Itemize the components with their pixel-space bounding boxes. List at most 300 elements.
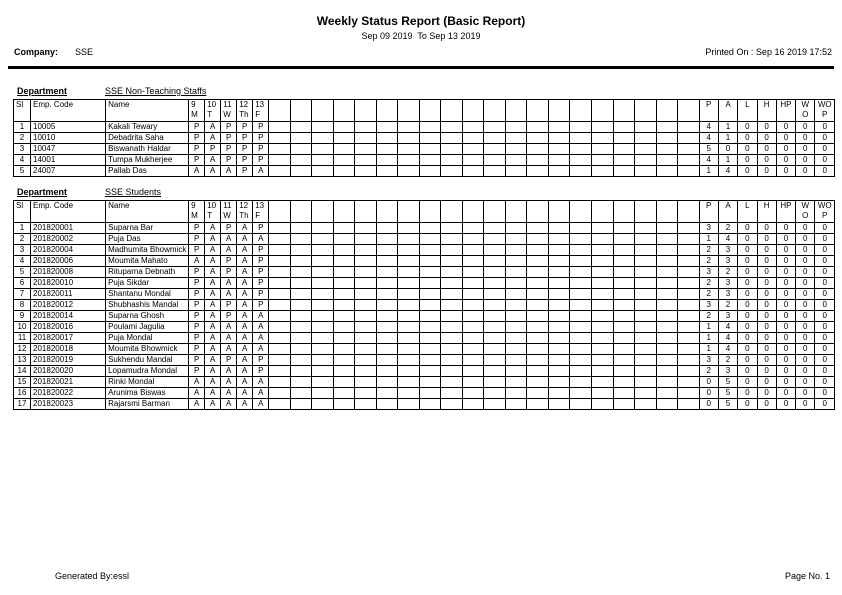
summary-count-cell: 0: [757, 155, 776, 166]
empty-day-cell: [570, 256, 592, 267]
summary-header-line2: P: [822, 110, 828, 119]
day-status-cell: P: [189, 366, 205, 377]
empty-day-cell: [570, 311, 592, 322]
empty-day-cell: [635, 377, 657, 388]
name-cell: Biswanath Haldar: [106, 144, 189, 155]
empty-day-cell: [613, 322, 635, 333]
empty-day-cell: [355, 289, 377, 300]
summary-count-cell: 0: [815, 278, 835, 289]
employee-row: [14, 322, 835, 333]
empty-day-cell: [613, 166, 635, 177]
day-status-cell: A: [253, 388, 269, 399]
empty-day-cell: [548, 311, 570, 322]
empty-day-cell: [419, 333, 441, 344]
summary-count-cell: 0: [815, 267, 835, 278]
employee-row: [14, 223, 835, 234]
empty-day-cell: [505, 278, 527, 289]
day-status-cell: A: [237, 278, 253, 289]
col-header-empty-day: [333, 100, 355, 122]
empty-day-cell: [419, 234, 441, 245]
empty-day-cell: [441, 344, 463, 355]
empty-day-cell: [570, 245, 592, 256]
empty-day-cell: [613, 399, 635, 410]
name-cell: Rajarsmi Barman: [106, 399, 189, 410]
col-header-empty-day: [398, 201, 420, 223]
day-status-cell: P: [237, 155, 253, 166]
empty-day-cell: [613, 256, 635, 267]
day-status-cell: A: [221, 245, 237, 256]
col-header-name: Name: [106, 100, 189, 122]
summary-count-cell: 0: [815, 122, 835, 133]
summary-count-cell: 2: [699, 256, 718, 267]
summary-count-cell: 0: [776, 223, 795, 234]
empty-day-cell: [527, 122, 549, 133]
day-header-line2: F: [255, 110, 261, 119]
empty-day-cell: [462, 333, 484, 344]
col-header-empty-day: [376, 100, 398, 122]
empty-day-cell: [376, 289, 398, 300]
empty-day-cell: [290, 166, 312, 177]
empty-day-cell: [484, 256, 506, 267]
day-status-cell: P: [189, 155, 205, 166]
day-status-cell: P: [221, 300, 237, 311]
empty-day-cell: [419, 322, 441, 333]
day-status-cell: P: [221, 155, 237, 166]
day-status-cell: P: [221, 223, 237, 234]
col-header-day: [237, 100, 253, 122]
empty-day-cell: [376, 155, 398, 166]
summary-count-cell: 0: [738, 388, 757, 399]
summary-count-cell: 3: [718, 289, 737, 300]
day-status-cell: P: [221, 133, 237, 144]
empty-day-cell: [441, 256, 463, 267]
empty-day-cell: [290, 278, 312, 289]
emp-code-cell: 10047: [31, 144, 106, 155]
empty-day-cell: [527, 377, 549, 388]
employee-row: [14, 155, 835, 166]
day-header-line2: Th: [239, 211, 249, 220]
empty-day-cell: [462, 322, 484, 333]
summary-count-cell: 0: [738, 300, 757, 311]
empty-day-cell: [484, 166, 506, 177]
summary-header-line1: H: [763, 100, 770, 109]
empty-day-cell: [290, 289, 312, 300]
summary-count-cell: 0: [796, 322, 815, 333]
col-header-empty-day: [312, 201, 334, 223]
summary-count-cell: 5: [718, 399, 737, 410]
empty-day-cell: [505, 144, 527, 155]
empty-day-cell: [656, 278, 678, 289]
empty-day-cell: [462, 366, 484, 377]
emp-code-cell: 201820020: [31, 366, 106, 377]
empty-day-cell: [269, 322, 291, 333]
empty-day-cell: [656, 223, 678, 234]
summary-count-cell: 1: [699, 322, 718, 333]
empty-day-cell: [355, 223, 377, 234]
sl-cell: 14: [14, 366, 31, 377]
empty-day-cell: [398, 144, 420, 155]
empty-day-cell: [290, 155, 312, 166]
summary-count-cell: 0: [757, 377, 776, 388]
sl-cell: 3: [14, 245, 31, 256]
empty-day-cell: [419, 344, 441, 355]
day-status-cell: A: [253, 333, 269, 344]
name-cell: Shubhashis Mandal: [106, 300, 189, 311]
summary-count-cell: 1: [718, 122, 737, 133]
day-status-cell: P: [253, 366, 269, 377]
empty-day-cell: [269, 234, 291, 245]
empty-day-cell: [333, 223, 355, 234]
department-label: Department: [17, 86, 68, 96]
empty-day-cell: [548, 223, 570, 234]
empty-day-cell: [419, 256, 441, 267]
company-info: [14, 47, 93, 58]
empty-day-cell: [398, 355, 420, 366]
summary-count-cell: 0: [738, 399, 757, 410]
employee-row: [14, 234, 835, 245]
name-cell: Kakali Tewary: [106, 122, 189, 133]
sl-cell: 16: [14, 388, 31, 399]
empty-day-cell: [635, 355, 657, 366]
empty-day-cell: [527, 267, 549, 278]
summary-count-cell: 1: [699, 344, 718, 355]
empty-day-cell: [678, 333, 700, 344]
empty-day-cell: [548, 399, 570, 410]
empty-day-cell: [355, 155, 377, 166]
summary-count-cell: 0: [776, 267, 795, 278]
report-title: Weekly Status Report (Basic Report): [316, 14, 526, 28]
empty-day-cell: [656, 311, 678, 322]
day-status-cell: P: [189, 267, 205, 278]
empty-day-cell: [290, 267, 312, 278]
summary-count-cell: 3: [718, 311, 737, 322]
name-cell: Shantanu Mondal: [106, 289, 189, 300]
col-header-empty-day: [290, 201, 312, 223]
col-header-summary: [776, 201, 795, 223]
summary-count-cell: 0: [776, 377, 795, 388]
empty-day-cell: [333, 289, 355, 300]
summary-count-cell: 3: [718, 245, 737, 256]
col-header-day: [189, 201, 205, 223]
empty-day-cell: [484, 223, 506, 234]
empty-day-cell: [548, 122, 570, 133]
day-header-line1: 9: [191, 201, 196, 210]
empty-day-cell: [398, 122, 420, 133]
sl-cell: 17: [14, 399, 31, 410]
empty-day-cell: [591, 278, 613, 289]
summary-header-line2: [758, 211, 776, 221]
empty-day-cell: [398, 289, 420, 300]
header-divider: [8, 66, 834, 69]
empty-day-cell: [398, 267, 420, 278]
empty-day-cell: [505, 344, 527, 355]
summary-count-cell: 0: [738, 289, 757, 300]
col-header-empty-day: [419, 201, 441, 223]
empty-day-cell: [570, 344, 592, 355]
empty-day-cell: [269, 122, 291, 133]
summary-count-cell: 4: [699, 122, 718, 133]
empty-day-cell: [355, 144, 377, 155]
empty-day-cell: [613, 355, 635, 366]
col-header-sl: Sl: [14, 201, 31, 223]
day-status-cell: A: [205, 311, 221, 322]
day-status-cell: A: [205, 377, 221, 388]
summary-count-cell: 0: [757, 234, 776, 245]
name-cell: Puja Das: [106, 234, 189, 245]
summary-count-cell: 0: [757, 333, 776, 344]
empty-day-cell: [376, 166, 398, 177]
empty-day-cell: [570, 355, 592, 366]
empty-day-cell: [678, 223, 700, 234]
day-status-cell: A: [237, 366, 253, 377]
sl-cell: 4: [14, 256, 31, 267]
empty-day-cell: [312, 333, 334, 344]
day-status-cell: P: [221, 144, 237, 155]
empty-day-cell: [505, 289, 527, 300]
day-status-cell: P: [189, 289, 205, 300]
col-header-name: Name: [106, 201, 189, 223]
summary-header-line1: L: [745, 100, 750, 109]
empty-day-cell: [527, 166, 549, 177]
day-status-cell: P: [189, 223, 205, 234]
empty-day-cell: [678, 377, 700, 388]
name-cell: Sukhendu Mandal: [106, 355, 189, 366]
empty-day-cell: [419, 399, 441, 410]
empty-day-cell: [678, 245, 700, 256]
empty-day-cell: [613, 366, 635, 377]
summary-count-cell: 0: [757, 223, 776, 234]
empty-day-cell: [656, 300, 678, 311]
summary-count-cell: 0: [699, 399, 718, 410]
sl-cell: 15: [14, 377, 31, 388]
empty-day-cell: [484, 322, 506, 333]
empty-day-cell: [635, 311, 657, 322]
day-status-cell: A: [237, 399, 253, 410]
empty-day-cell: [398, 234, 420, 245]
empty-day-cell: [678, 289, 700, 300]
empty-day-cell: [441, 234, 463, 245]
empty-day-cell: [678, 133, 700, 144]
empty-day-cell: [635, 300, 657, 311]
summary-count-cell: 0: [796, 333, 815, 344]
col-header-summary: [757, 201, 776, 223]
empty-day-cell: [333, 144, 355, 155]
day-status-cell: P: [253, 245, 269, 256]
empty-day-cell: [613, 278, 635, 289]
col-header-empty-day: [333, 201, 355, 223]
day-status-cell: P: [189, 322, 205, 333]
day-status-cell: A: [237, 245, 253, 256]
day-status-cell: A: [205, 344, 221, 355]
summary-count-cell: 2: [718, 223, 737, 234]
summary-count-cell: 3: [718, 278, 737, 289]
empty-day-cell: [613, 344, 635, 355]
empty-day-cell: [269, 333, 291, 344]
empty-day-cell: [419, 144, 441, 155]
day-status-cell: A: [205, 223, 221, 234]
summary-count-cell: 0: [796, 155, 815, 166]
col-header-empty-day: [656, 100, 678, 122]
summary-count-cell: 4: [718, 166, 737, 177]
empty-day-cell: [398, 256, 420, 267]
col-header-empty-day: [678, 201, 700, 223]
empty-day-cell: [678, 388, 700, 399]
empty-day-cell: [312, 278, 334, 289]
day-status-cell: P: [253, 155, 269, 166]
empty-day-cell: [355, 245, 377, 256]
empty-day-cell: [376, 267, 398, 278]
summary-count-cell: 0: [757, 322, 776, 333]
emp-code-cell: 201820019: [31, 355, 106, 366]
empty-day-cell: [269, 155, 291, 166]
empty-day-cell: [635, 256, 657, 267]
empty-day-cell: [548, 355, 570, 366]
empty-day-cell: [505, 256, 527, 267]
day-status-cell: A: [253, 344, 269, 355]
day-status-cell: A: [237, 300, 253, 311]
summary-header-line2: O: [802, 211, 809, 220]
day-status-cell: A: [221, 344, 237, 355]
empty-day-cell: [635, 122, 657, 133]
empty-day-cell: [419, 223, 441, 234]
empty-day-cell: [570, 289, 592, 300]
empty-day-cell: [591, 388, 613, 399]
empty-day-cell: [441, 245, 463, 256]
col-header-empty-day: [527, 100, 549, 122]
summary-count-cell: 0: [699, 388, 718, 399]
empty-day-cell: [441, 355, 463, 366]
empty-day-cell: [312, 122, 334, 133]
day-status-cell: A: [253, 399, 269, 410]
summary-count-cell: 3: [699, 223, 718, 234]
empty-day-cell: [333, 388, 355, 399]
department-value: SSE Students: [105, 187, 162, 197]
day-status-cell: P: [253, 223, 269, 234]
empty-day-cell: [527, 234, 549, 245]
empty-day-cell: [591, 234, 613, 245]
summary-header-line1: H: [763, 201, 770, 210]
emp-code-cell: 201820022: [31, 388, 106, 399]
empty-day-cell: [355, 300, 377, 311]
empty-day-cell: [635, 133, 657, 144]
empty-day-cell: [527, 344, 549, 355]
summary-count-cell: 4: [718, 344, 737, 355]
empty-day-cell: [376, 245, 398, 256]
empty-day-cell: [505, 234, 527, 245]
emp-code-cell: 201820006: [31, 256, 106, 267]
empty-day-cell: [505, 388, 527, 399]
empty-day-cell: [656, 155, 678, 166]
empty-day-cell: [570, 144, 592, 155]
empty-day-cell: [527, 289, 549, 300]
empty-day-cell: [613, 155, 635, 166]
summary-count-cell: 0: [776, 322, 795, 333]
empty-day-cell: [548, 278, 570, 289]
summary-header-line1: A: [725, 201, 731, 210]
empty-day-cell: [290, 300, 312, 311]
empty-day-cell: [312, 366, 334, 377]
empty-day-cell: [591, 289, 613, 300]
day-status-cell: P: [253, 355, 269, 366]
summary-count-cell: 0: [815, 234, 835, 245]
day-header-line1: 10: [207, 100, 217, 109]
empty-day-cell: [333, 399, 355, 410]
empty-day-cell: [312, 399, 334, 410]
col-header-summary: [796, 100, 815, 122]
summary-count-cell: 0: [776, 256, 795, 267]
empty-day-cell: [505, 399, 527, 410]
empty-day-cell: [527, 322, 549, 333]
empty-day-cell: [548, 267, 570, 278]
summary-count-cell: 0: [738, 122, 757, 133]
day-status-cell: P: [221, 122, 237, 133]
day-header-line2: W: [223, 211, 231, 220]
empty-day-cell: [527, 355, 549, 366]
empty-day-cell: [398, 399, 420, 410]
empty-day-cell: [462, 144, 484, 155]
empty-day-cell: [376, 322, 398, 333]
empty-day-cell: [269, 223, 291, 234]
summary-count-cell: 0: [738, 234, 757, 245]
col-header-emp-code: Emp. Code: [31, 201, 106, 223]
empty-day-cell: [613, 234, 635, 245]
summary-count-cell: 0: [796, 256, 815, 267]
day-status-cell: A: [253, 322, 269, 333]
page-number-text: Page No. 1: [784, 571, 830, 581]
empty-day-cell: [591, 355, 613, 366]
empty-day-cell: [656, 355, 678, 366]
col-header-summary: [699, 201, 718, 223]
empty-day-cell: [462, 122, 484, 133]
empty-day-cell: [419, 377, 441, 388]
empty-day-cell: [635, 166, 657, 177]
empty-day-cell: [484, 278, 506, 289]
emp-code-cell: 201820004: [31, 245, 106, 256]
empty-day-cell: [333, 355, 355, 366]
empty-day-cell: [441, 322, 463, 333]
empty-day-cell: [548, 144, 570, 155]
empty-day-cell: [441, 166, 463, 177]
empty-day-cell: [591, 267, 613, 278]
day-status-cell: A: [205, 133, 221, 144]
empty-day-cell: [269, 366, 291, 377]
col-header-empty-day: [355, 201, 377, 223]
empty-day-cell: [333, 245, 355, 256]
empty-day-cell: [333, 256, 355, 267]
department-row: [13, 187, 835, 198]
summary-header-line1: P: [706, 100, 712, 109]
empty-day-cell: [290, 344, 312, 355]
emp-code-cell: 201820008: [31, 267, 106, 278]
emp-code-cell: 201820021: [31, 377, 106, 388]
summary-count-cell: 0: [815, 144, 835, 155]
empty-day-cell: [656, 322, 678, 333]
day-status-cell: A: [237, 311, 253, 322]
summary-count-cell: 0: [815, 256, 835, 267]
empty-day-cell: [678, 144, 700, 155]
empty-day-cell: [505, 355, 527, 366]
summary-header-line2: [777, 110, 795, 120]
empty-day-cell: [419, 300, 441, 311]
col-header-empty-day: [441, 100, 463, 122]
empty-day-cell: [355, 344, 377, 355]
summary-count-cell: 0: [796, 267, 815, 278]
empty-day-cell: [333, 333, 355, 344]
empty-day-cell: [527, 300, 549, 311]
empty-day-cell: [355, 388, 377, 399]
empty-day-cell: [656, 366, 678, 377]
summary-header-line1: WO: [817, 201, 832, 210]
